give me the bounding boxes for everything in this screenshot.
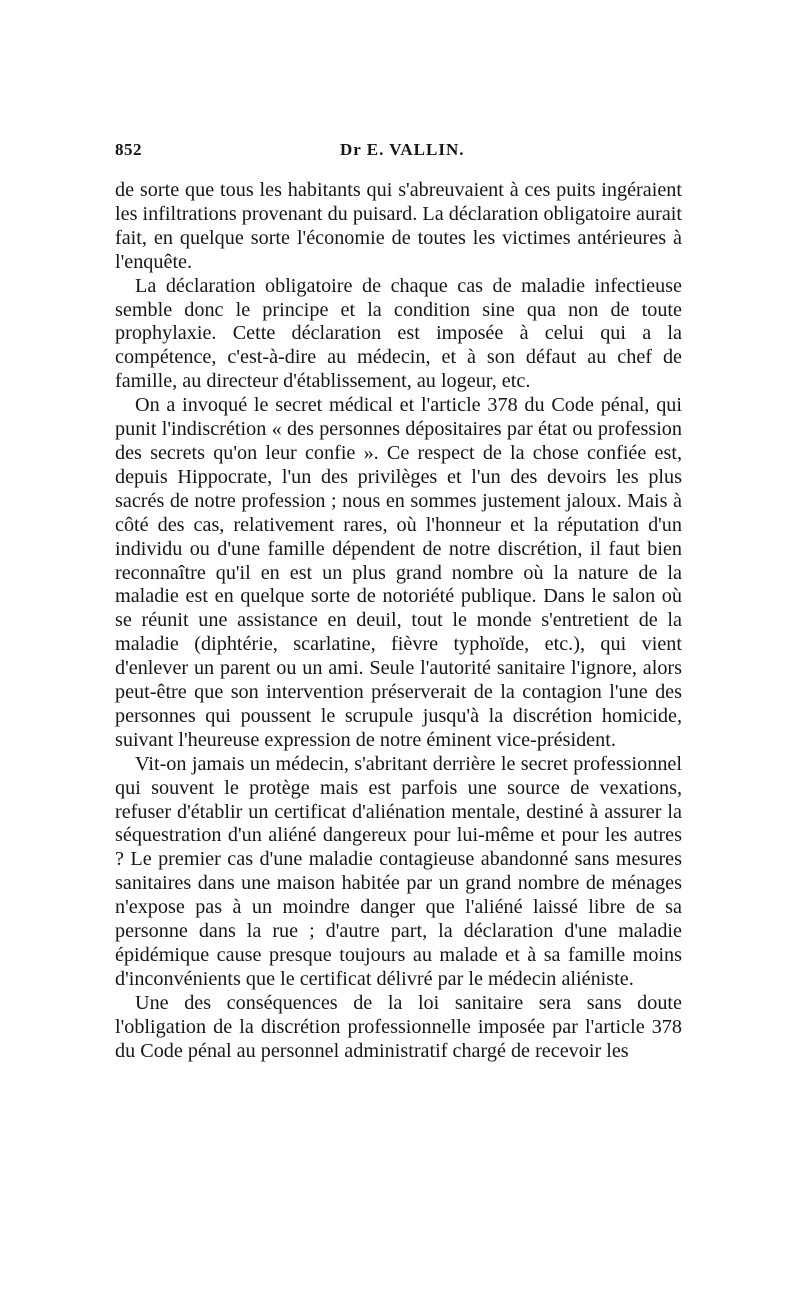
body-text [115,179,682,1064]
paragraph: de sorte que tous les habitants qui s'abreuvaient à ces puits ingéraient les infiltrations provenant du puisard. La déclaration obligatoire aurait fait, en quelque sorte l'économie de toutes les victimes antérieures à l'enquête. [115,179,682,273]
page-header [115,140,682,170]
paragraph: Une des conséquences de la loi sanitaire sera sans doute l'obligation de la discrétion professionnelle imposée par l'article 378 du Code pénal au personnel administratif chargé de recevoir les [115,991,682,1062]
paragraph: On a invoqué le secret médical et l'article 378 du Code pénal, qui punit l'indiscrétion « des personnes dépositaires par état ou profession des secrets qu'on leur confie ». Ce respect de la chose confiée est, depuis Hippocrate, l'un des privilèges et l'un des devoirs les plus sacrés de notre profession ; nous en sommes justement jaloux. Mais à côté des cas, relativement rares, où l'honneur et la réputation d'un individu ou d'une famille dépendent de notre discrétion, il faut bien reconnaître qu'il en est un plus grand nombre où la nature de la maladie est en quelque sorte de notoriété publique. Dans le salon où se réunit une assistance en deuil, tout le monde s'entretient de la maladie (diphtérie, scarlatine, fièvre typhoïde, etc.), qui vient d'enlever un parent ou un ami. Seule l'autorité sanitaire l'ignore, alors peut-être que son intervention préserverait de la contagion l'une des personnes qui poussent le scrupule jusqu'à la discrétion homicide, suivant l'heureuse expression de notre éminent vice-président. [115,394,682,751]
paragraph: La déclaration obligatoire de chaque cas de maladie infectieuse semble donc le principe et la condition sine qua non de toute prophylaxie. Cette déclaration est imposée à celui qui a la compétence, c'est-à-dire au médecin, et à son défaut au chef de famille, au directeur d'établissement, au logeur, etc. [115,274,682,393]
page-number: 852 [115,140,142,159]
paragraph: Vit-on jamais un médecin, s'abritant derrière le secret professionnel qui souvent le protège mais est parfois une source de vexations, refuser d'établir un certificat d'aliénation mentale, destiné à assurer la séquestration d'un aliéné dangereux pour lui-même et pour les autres ? Le premier cas d'une maladie contagieuse abandonné sans mesures sanitaires dans une maison habitée par un grand nombre de ménages n'expose pas à un moindre danger que l'aliéné laissé libre de sa personne dans la rue ; d'autre part, la déclaration d'une maladie épidémique cause presque toujours au malade et à sa famille moins d'inconvénients que le certificat délivré par le médecin aliéniste. [115,752,682,990]
running-head: Dr E. VALLIN. [340,140,465,159]
